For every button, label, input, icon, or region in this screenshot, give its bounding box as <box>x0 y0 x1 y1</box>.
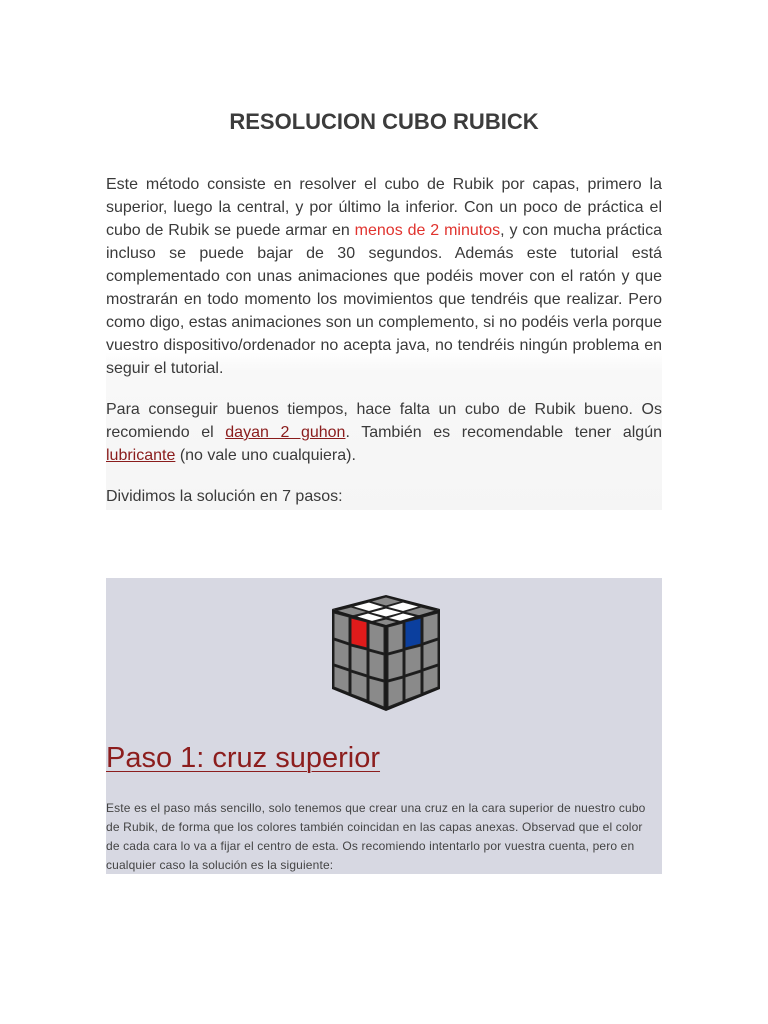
step-panel <box>106 578 662 874</box>
lubricante-link[interactable]: lubricante <box>106 447 176 464</box>
recommendation-paragraph <box>106 398 662 467</box>
steps-intro-paragraph: Dividimos la solución en 7 pasos: <box>106 488 343 505</box>
intro-section <box>106 172 662 510</box>
recommendation-text-start: Para conseguir buenos tiempos, hace falta un cubo de Rubik bueno. Os recomiendo el <box>106 401 662 441</box>
page-title: RESOLUCION CUBO RUBICK <box>229 109 539 134</box>
highlight-time: menos de 2 minutos <box>354 222 501 239</box>
step-1-description: Este es el paso más sencillo, solo tenemos que crear una cruz en la cara superior de nuestro cubo de Rubik, de forma que los colores también coincidan en las capas anexas. Observad que el color de cada cara lo va a fijar el centro de esta. Os recomiendo intentarlo por vuestra cuenta, pero en cualquier caso la solución es la siguiente: <box>106 801 646 872</box>
recommendation-text-middle: . También es recomendable tener algún <box>345 424 662 441</box>
step-1-heading[interactable]: Paso 1: cruz superior <box>106 742 381 774</box>
recommendation-text-end: (no vale uno cualquiera). <box>175 447 356 464</box>
rubiks-cube-icon <box>322 593 450 713</box>
intro-paragraph <box>106 172 662 380</box>
intro-text-end: , y con mucha práctica incluso se puede bajar de 30 segundos. Además este tutorial está complementado con unas animaciones que podéis mover con el ratón y que mostrarán en todo momento los movimientos que tendréis que realizar. Pero como digo, estas animaciones son un complemento, si no podéis verla porque vuestro dispositivo/ordenador no acepta java, no tendréis ningún problema en seguir el tutorial. <box>106 222 663 377</box>
intro-text-start: Este método consiste en resolver el cubo de Rubik por capas, primero la superior, luego la central, y por último la inferior. Con un poco de práctica el cubo de Rubik se puede armar en <box>106 176 662 239</box>
dayan-guhon-link[interactable]: dayan 2 guhon <box>225 424 346 441</box>
